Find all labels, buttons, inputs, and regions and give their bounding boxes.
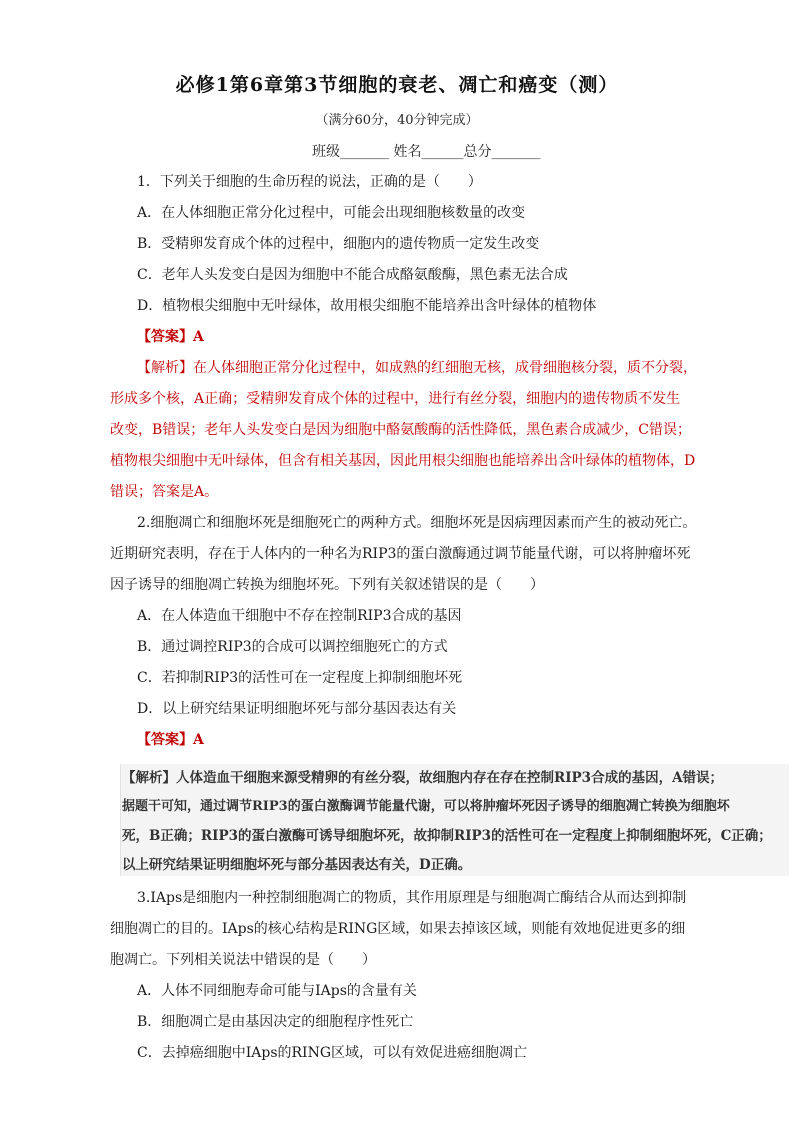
document-subtitle: （满分60分，40分钟完成） — [315, 113, 479, 128]
q1-answer: 【答案】A — [137, 329, 204, 345]
q3-stem-line: 细胞凋亡的目的。IAps的核心结构是RING区域，如果去掉该区域，则能有效地促进更多的细 — [110, 921, 686, 937]
q1-option-c: C．老年人头发变白是因为细胞中不能合成酪氨酸酶，黑色素无法合成 — [137, 267, 568, 283]
q3-option-b: B．细胞凋亡是由基因决定的细胞程序性死亡 — [137, 1014, 414, 1030]
q1-option-d: D．植物根尖细胞中无叶绿体，故用根尖细胞不能培养出含叶绿体的植物体 — [137, 298, 597, 314]
q1-stem: 1．下列关于细胞的生命历程的说法，正确的是（ ） — [137, 174, 482, 190]
q1-option-b: B．受精卵发育成个体的过程中，细胞内的遗传物质一定发生改变 — [137, 236, 540, 252]
q2-analysis-line: 死，B正确；RIP3的蛋白激酶可诱导细胞坏死，故抑制RIP3的活性可在一定程度上抑制细胞坏死，C正确； — [122, 828, 772, 844]
q2-analysis-line: 以上研究结果证明细胞坏死与部分基因表达有关，D正确。 — [122, 857, 472, 873]
q3-option-c: C．去掉癌细胞中IAps的RING区域，可以有效促进癌细胞凋亡 — [137, 1045, 528, 1061]
q2-option-d: D．以上研究结果证明细胞坏死与部分基因表达有关 — [137, 701, 457, 717]
document-title: 必修1第6章第3节细胞的衰老、凋亡和癌变（测） — [175, 74, 619, 96]
q2-analysis-line: 【解析】人体造血干细胞来源受精卵的有丝分裂，故细胞内存在存在控制RIP3合成的基因，A错误； — [122, 770, 724, 786]
q3-stem-line: 胞凋亡。下列相关说法中错误的是（ ） — [110, 952, 376, 968]
q2-analysis-line: 据题干可知，通过调节RIP3的蛋白激酶调节能量代谢，可以将肿瘤坏死因子诱导的细胞凋亡转换为细胞坏 — [122, 799, 730, 814]
q1-analysis-line: 【解析】在人体细胞正常分化过程中，如成熟的红细胞无核，成骨细胞核分裂，质不分裂， — [137, 360, 697, 376]
q1-analysis-line: 改变，B错误；老年人头发变白是因为细胞中酪氨酸酶的活性降低，黑色素合成减少，C错误； — [110, 422, 691, 438]
q1-analysis-line: 错误；答案是A。 — [110, 484, 219, 500]
q2-answer: 【答案】A — [137, 732, 204, 748]
q1-analysis-line: 植物根尖细胞中无叶绿体，但含有相关基因，因此用根尖细胞也能培养出含叶绿体的植物体，D — [110, 453, 696, 469]
q3-stem-line: 3.IAps是细胞内一种控制细胞凋亡的物质，其作用原理是与细胞凋亡酶结合从而达到抑制 — [137, 890, 687, 906]
q3-option-a: A．人体不同细胞寿命可能与IAps的含量有关 — [137, 983, 417, 999]
student-info-line: 班级_______ 姓名______总分_______ — [312, 144, 541, 160]
q2-option-a: A．在人体造血干细胞中不存在控制RIP3合成的基因 — [137, 608, 462, 624]
q2-stem-line: 因子诱导的细胞凋亡转换为细胞坏死。下列有关叙述错误的是（ ） — [110, 577, 544, 593]
q1-option-a: A．在人体细胞正常分化过程中，可能会出现细胞核数量的改变 — [137, 205, 526, 221]
q2-stem-line: 近期研究表明，存在于人体内的一种名为RIP3的蛋白激酶通过调节能量代谢，可以将肿瘤坏死 — [110, 546, 691, 562]
q2-option-b: B．通过调控RIP3的合成可以调控细胞死亡的方式 — [137, 639, 448, 655]
q2-stem-line: 2.细胞凋亡和细胞坏死是细胞死亡的两种方式。细胞坏死是因病理因素而产生的被动死亡。 — [137, 515, 697, 531]
q2-option-c: C．若抑制RIP3的活性可在一定程度上抑制细胞坏死 — [137, 670, 463, 686]
q1-analysis-line: 形成多个核，A正确；受精卵发育成个体的过程中，进行有丝分裂，细胞内的遗传物质不发生 — [110, 391, 681, 407]
